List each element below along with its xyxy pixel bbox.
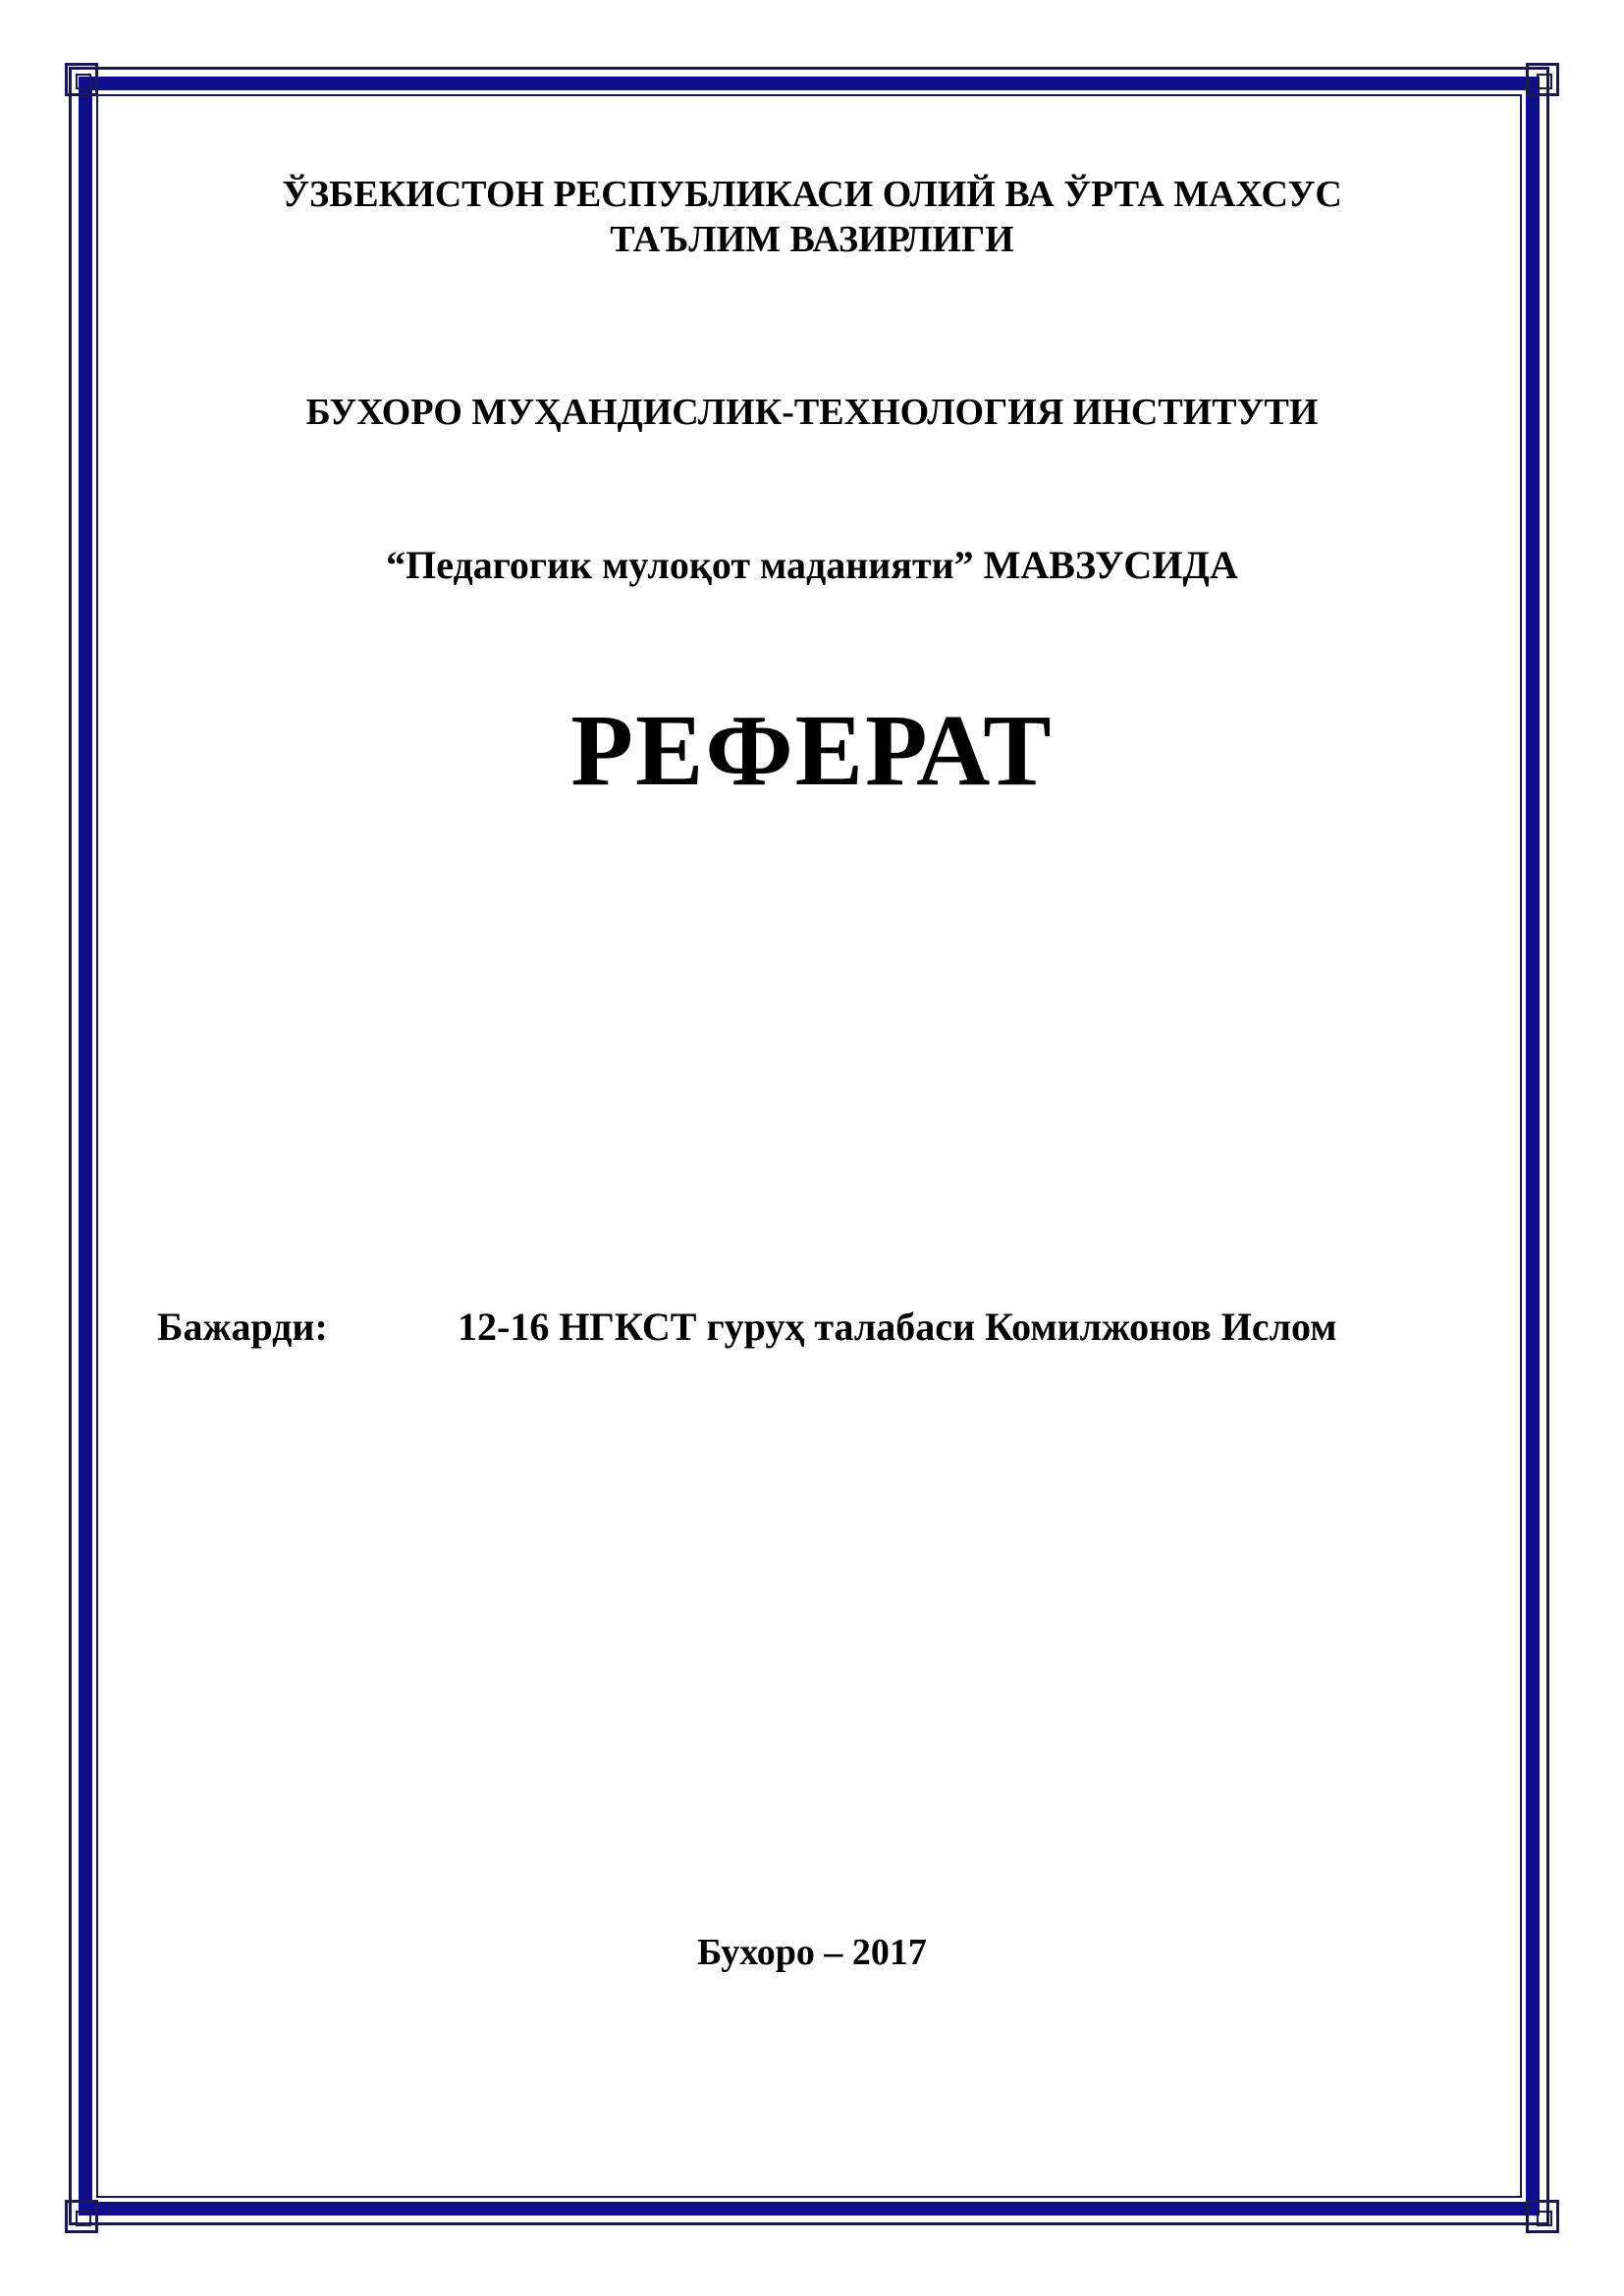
ministry-title-line-2: ТАЪЛИМ ВАЗИРЛИГИ [610, 219, 1014, 260]
topic-title: “Педагогик мулоқот маданияти” МАВЗУСИДА [386, 543, 1238, 587]
ministry-title-line-1: ЎЗБЕКИСТОН РЕСПУБЛИКАСИ ОЛИЙ ВА ЎРТА МАХСУС [282, 174, 1342, 215]
document-type-heading: РЕФЕРАТ [570, 694, 1054, 807]
performer-value: 12-16 НГКСТ гуруҳ талабаси Комилжонов Ислом [458, 1305, 1337, 1349]
place-and-year: Бухоро – 2017 [697, 1932, 927, 1973]
performer-line [157, 1304, 1337, 1350]
frame-corner-ornament-bottom-right [1526, 2200, 1559, 2233]
institute-name: БУХОРО МУҲАНДИСЛИК-ТЕХНОЛОГИЯ ИНСТИТУТИ [305, 392, 1319, 433]
frame-corner-ornament-top-right [1526, 63, 1559, 96]
performer-label: Бажарди: [157, 1305, 328, 1349]
frame-corner-ornament-top-left [65, 63, 98, 96]
frame-corner-ornament-bottom-left [65, 2200, 98, 2233]
